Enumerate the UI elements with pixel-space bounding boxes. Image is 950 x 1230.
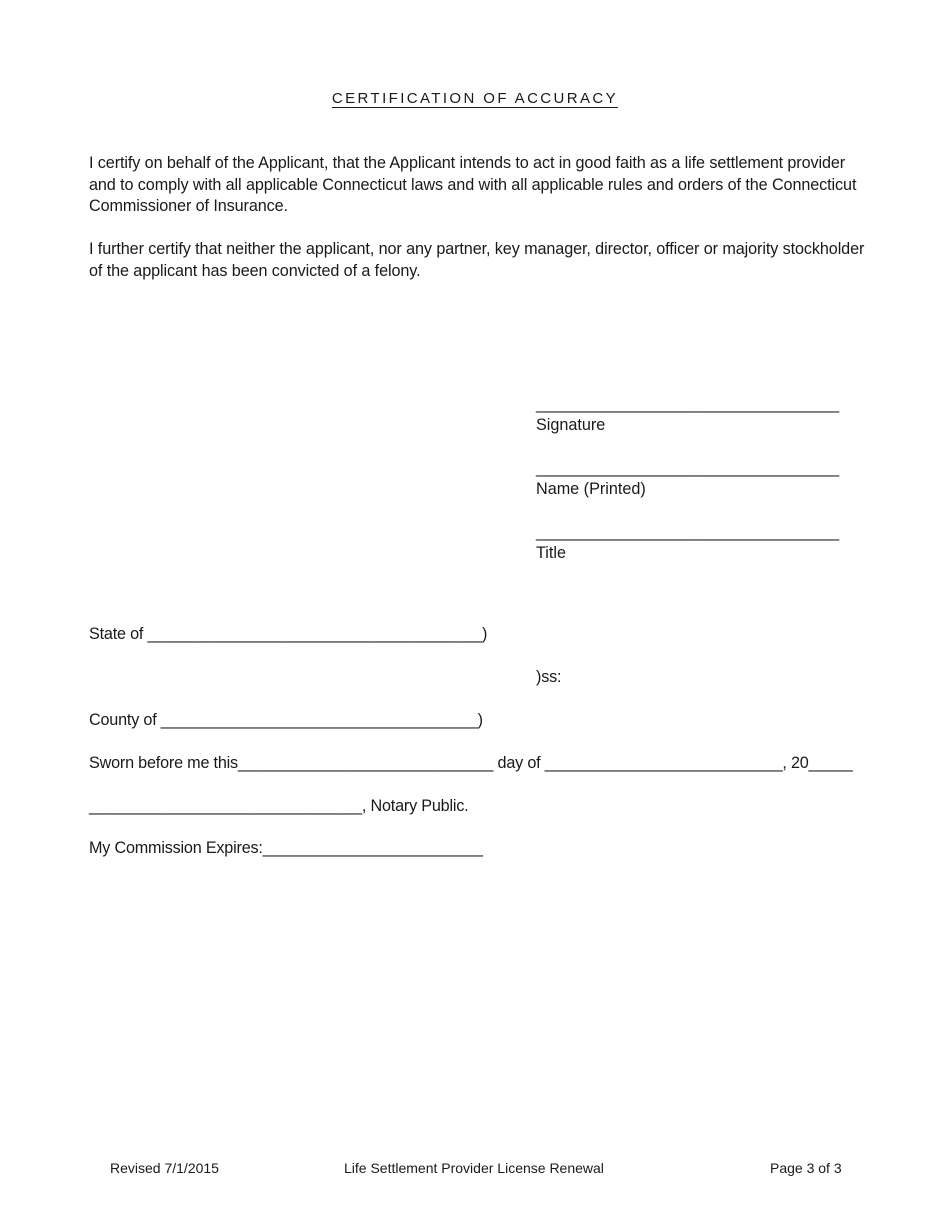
certification-heading: CERTIFICATION OF ACCURACY [331, 90, 619, 107]
title-line[interactable]: ____________________________________ [536, 523, 839, 541]
title-field [536, 522, 839, 564]
signature-line[interactable]: ____________________________________ [536, 395, 839, 413]
commission-expires-line[interactable]: My Commission Expires:_________________________ [89, 839, 483, 857]
state-of-line[interactable]: State of ______________________________________) [89, 625, 488, 643]
page-title [0, 90, 950, 107]
name-printed-label: Name (Printed) [536, 480, 646, 498]
ss-marker: )ss: [536, 668, 562, 686]
name-printed-line[interactable]: ____________________________________ [536, 459, 839, 477]
title-label: Title [536, 544, 566, 562]
footer-revised-date: Revised 7/1/2015 [110, 1160, 219, 1176]
signature-label: Signature [536, 416, 606, 434]
footer-form-title: Life Settlement Provider License Renewal [344, 1160, 604, 1176]
sworn-before-me-line[interactable]: Sworn before me this_____________________________ day of ___________________________, 20_____ [89, 754, 853, 772]
name-printed-field [536, 458, 839, 500]
certification-paragraph-1: I certify on behalf of the Applicant, that the Applicant intends to act in good faith as a life settlement provider and to comply with all applicable Connecticut laws and with all applicable rules and orders of the Connecticut Commissioner of Insurance. [89, 154, 857, 215]
notary-public-line[interactable]: _______________________________, Notary Public. [89, 797, 469, 815]
certification-paragraph-2: I further certify that neither the applicant, nor any partner, key manager, director, officer or majority stockholder of the applicant has been convicted of a felony. [89, 240, 865, 280]
signature-field [536, 394, 839, 436]
county-of-line[interactable]: County of ____________________________________) [89, 711, 483, 729]
footer-page-number: Page 3 of 3 [770, 1160, 842, 1176]
